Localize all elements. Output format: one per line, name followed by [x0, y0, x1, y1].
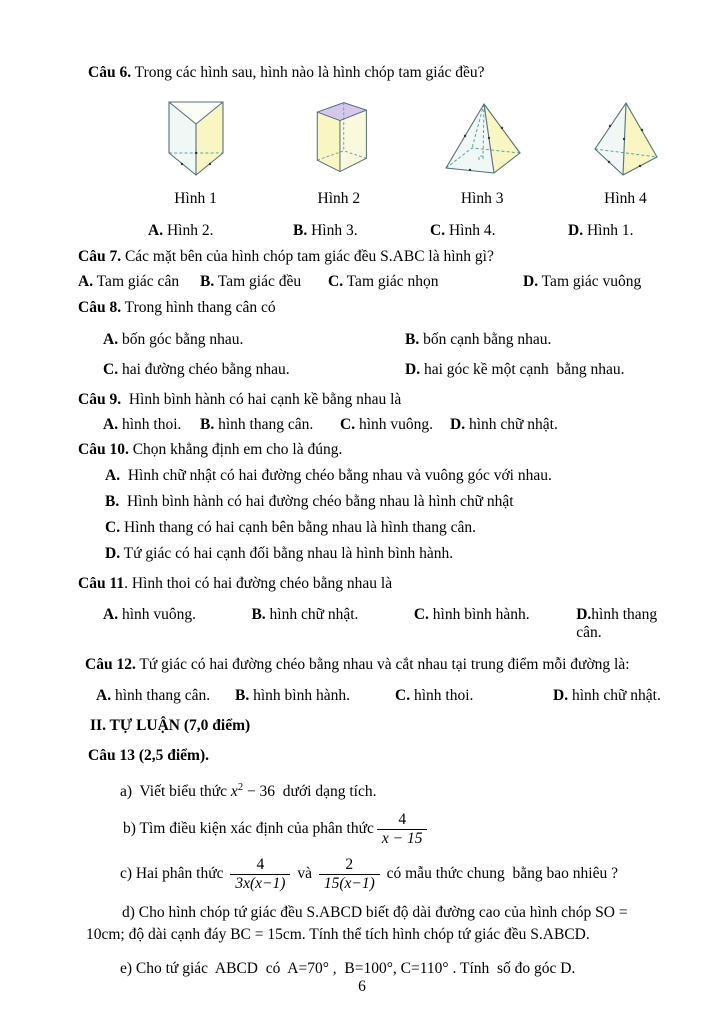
option-b: B. Hình 3.	[293, 222, 358, 239]
question-10-statement-d: D. Tứ giác có hai cạnh đối bằng nhau là hình bình hành.	[105, 545, 454, 562]
figure-4-caption: Hình 4	[604, 190, 647, 207]
question-10-label: Câu 10.	[78, 441, 129, 458]
figure-2-caption: Hình 2	[317, 190, 361, 207]
question-13-part-e: e) Cho tứ giác ABCD có A=70° , B=100°, C=110° . Tính số đo góc D.	[120, 960, 576, 978]
question-11-text: Câu 11. Hình thoi có hai đường chéo bằng nhau là	[78, 575, 393, 592]
question-9-label: Câu 9.	[78, 391, 122, 408]
option-b: B. hình thang cân.	[200, 416, 314, 433]
figure-3-caption: Hình 3	[460, 190, 504, 207]
option-a: A. hình thang cân.	[96, 687, 211, 704]
figure-row	[138, 96, 683, 208]
option-c: C. hình vuông.	[340, 416, 434, 433]
option-c: C. hai đường chéo bằng nhau.	[103, 361, 290, 378]
square-pyramid-svg	[438, 96, 526, 181]
question-9-options	[103, 416, 686, 434]
question-11-label: Câu 11	[78, 575, 125, 592]
math-variable: x	[230, 783, 238, 801]
question-7-text: Câu 7. Các mặt bên của hình chóp tam giác đều S.ABC là hình gì?	[78, 248, 494, 265]
question-10-statement-b: B. Hình bình hành có hai đường chéo bằng nhau là hình chữ nhật	[105, 493, 514, 510]
option-b: B. hình chữ nhật.	[251, 606, 359, 623]
question-8-label: Câu 8.	[78, 299, 122, 316]
question-6-options	[148, 222, 686, 240]
question-6-label: Câu 6.	[88, 64, 132, 81]
question-12-text: Câu 12. Tứ giác có hai đường chéo bằng nhau và cắt nhau tại trung điểm mỗi đường là:	[85, 656, 630, 673]
option-c: C. hình thoi.	[395, 687, 474, 704]
triangular-prism-figure	[138, 96, 253, 208]
question-6-stem: Trong các hình sau, hình nào là hình chóp tam giác đều?	[131, 64, 485, 81]
question-13-part-d	[86, 902, 686, 946]
option-a: A. bốn góc bằng nhau.	[103, 331, 244, 348]
cuboid-figure	[281, 96, 396, 208]
option-d: D. hai góc kề một cạnh bằng nhau.	[405, 361, 625, 378]
option-d: D. Tam giác vuông	[523, 273, 642, 290]
figure-block-2	[281, 96, 396, 208]
question-8-text: Câu 8. Trong hình thang cân có	[78, 299, 276, 316]
question-6-text	[88, 62, 686, 84]
fraction-1: $\frac{4}{3x(x-1)}$	[230, 856, 290, 893]
option-a: A. hình thoi.	[103, 416, 182, 433]
fraction-2: $\frac{2}{15(x-1)}$	[319, 856, 380, 893]
option-b: B. bốn cạnh bằng nhau.	[405, 331, 552, 348]
question-9-text: Câu 9. Hình bình hành có hai cạnh kề bằng nhau là	[78, 391, 402, 408]
question-8-options-row-2	[103, 361, 686, 379]
triangular-prism-svg	[161, 96, 231, 181]
figure-block-4	[568, 96, 683, 208]
option-b: B. hình bình hành.	[235, 687, 350, 704]
fraction: $\frac{4}{x - 15}$	[377, 811, 428, 848]
option-c: C. Hình 4.	[430, 222, 496, 239]
question-7-label: Câu 7.	[78, 248, 122, 265]
option-b: B. Tam giác đều	[200, 273, 302, 290]
question-10-statement-c: C. Hình thang có hai cạnh bên bằng nhau là hình thang cân.	[105, 519, 477, 536]
figure-1-caption: Hình 1	[174, 190, 217, 207]
option-d: D. hình chữ nhật.	[553, 687, 661, 704]
tetrahedron-svg	[588, 96, 663, 181]
question-10-text: Câu 10. Chọn khẳng định em cho là đúng.	[78, 441, 343, 458]
math-exponent: 2	[237, 782, 244, 793]
section-2-title: II. TỰ LUẬN (7,0 điểm)	[90, 717, 251, 734]
figure-block-1	[138, 96, 253, 208]
page-number: 6	[358, 978, 366, 995]
question-7-options	[78, 273, 686, 291]
question-12-options	[96, 687, 686, 705]
question-12-label: Câu 12.	[85, 656, 136, 673]
option-c: C. Tam giác nhọn	[328, 273, 439, 290]
question-8-options-row-1	[103, 331, 686, 349]
square-pyramid-figure	[425, 96, 540, 208]
cuboid-svg	[304, 96, 374, 181]
question-13-part-a: a) Viết biểu thức $x^2 - 36$ dưới dạng tích.	[120, 782, 377, 801]
question-13-part-c: c) Hai phân thức $\frac{4}{3x(x-1)}$ và $\frac{2}{15(x-1)}$ có mẫu thức chung bằng bao nhiêu ?	[120, 855, 618, 892]
tetrahedron-figure	[568, 96, 683, 208]
option-a: A. Tam giác cân	[78, 273, 180, 290]
question-13-part-b: b) Tìm điều kiện xác định của phân thức $\frac{4}{x - 15}$	[123, 811, 686, 848]
option-a: A. Hình 2.	[148, 222, 214, 239]
option-a: A. hình vuông.	[103, 606, 197, 623]
option-d: D. Hình 1.	[568, 222, 634, 239]
option-d: D.hình thang cân.	[576, 606, 662, 641]
question-10-statement-a: A. Hình chữ nhật có hai đường chéo bằng nhau và vuông góc với nhau.	[105, 467, 552, 484]
option-c: C. hình bình hành.	[413, 606, 530, 623]
figure-block-3	[425, 96, 540, 208]
option-d: D. hình chữ nhật.	[450, 416, 558, 433]
question-13-label: Câu 13 (2,5 điểm).	[88, 747, 209, 764]
part-d-line-1: d) Cho hình chóp tứ giác đều S.ABCD biết độ dài đường cao của hình chóp SO =	[122, 904, 628, 922]
part-d-line-2: 10cm; độ dài cạnh đáy BC = 15cm. Tính thể tích hình chóp tứ giác đều S.ABCD.	[86, 926, 590, 944]
question-11-options	[103, 606, 686, 642]
